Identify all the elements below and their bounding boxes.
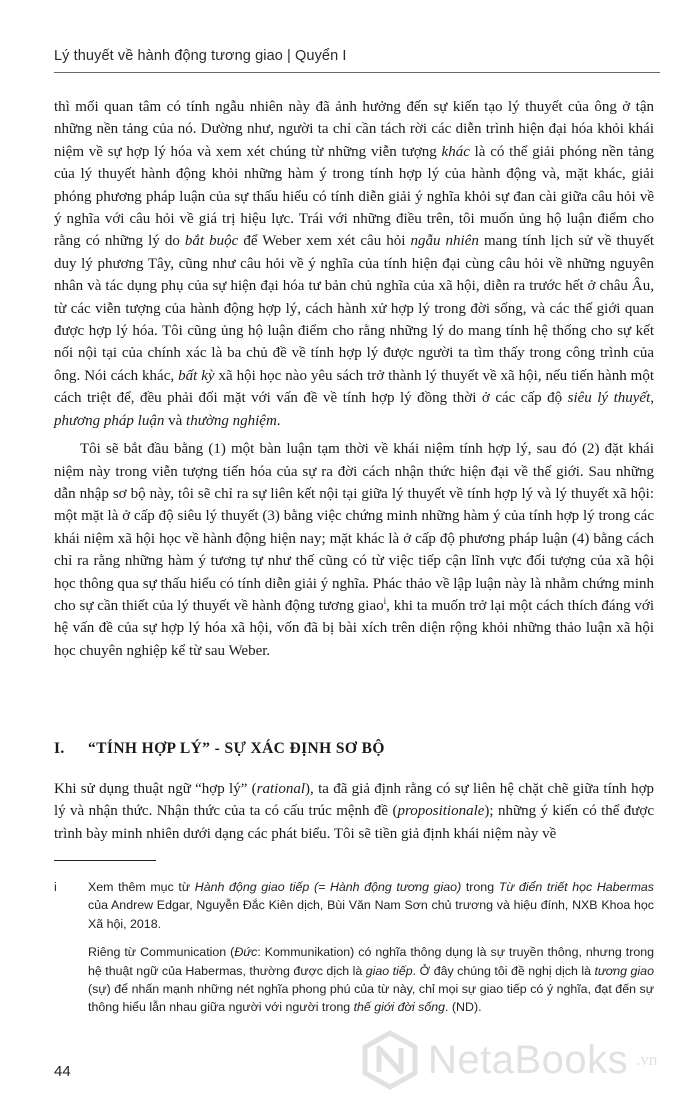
- footnote-content: [88, 878, 654, 1017]
- text-run: ); những ý kiến có thể được trình bày minh nhiên dưới dạng các phát biểu. Tôi sẽ tiền giả định khái niệm này về: [54, 803, 654, 842]
- text-run: bất kỳ: [178, 367, 215, 384]
- section-number: I.: [54, 740, 65, 757]
- text-run: xã hội học nào yêu sách trở thành lý thuyết về xã hội, nếu tiến hành một cách triệt để, đều phải đối mặt với vấn đề về tính hợp lý đồng thời ở các cấp độ: [54, 367, 654, 407]
- netabooks-watermark: [360, 1024, 690, 1096]
- text-run: Đức: [234, 945, 258, 960]
- paragraph-2: [54, 438, 654, 662]
- paragraph-1: [54, 96, 654, 432]
- text-run: .: [276, 412, 281, 429]
- watermark-suffix: .vn: [636, 1050, 658, 1069]
- text-run: Từ điển triết học Habermas: [498, 880, 654, 894]
- text-run: , khi ta muốn trở lại một cách thích đáng với hệ vấn đề của sự hợp lý hóa xã hội, vốn đã bị bài xích trên diện rộng khỏi những thảo luận xã hội học chuyên nghiệp kể từ sau Weber.: [54, 597, 654, 659]
- footnote: [54, 878, 654, 1017]
- text-run: trong: [461, 880, 499, 894]
- text-run: mang tính lịch sử về thuyết duy lý phương Tây, cũng như câu hỏi về ý nghĩa của tính hiện đại cùng câu hỏi về những nguyên nhân và tác dụng phụ của sự hiện đại hóa tư bản chủ nghĩa của xã hội, diễn ra trước hết ở châu Âu, từ các viễn tượng của hành động hợp lý, cách hành xử hợp lý trong đời sống, và các thế giới quan được hợp lý hóa. Tôi cũng ủng hộ luận điểm cho rằng những lý do mang tính hệ thống cho sự kết nối nội tại của chính xác là ba chủ đề về tính hợp lý được người ta tìm thấy trong công trình của ông. Nói cách khác,: [54, 233, 655, 384]
- text-run: ), ta đã giả định rằng có sự liên hệ chặt chẽ giữa tính hợp lý và nhận thức. Nhận thức của ta có cấu trúc mệnh đề (: [54, 781, 655, 820]
- text-run: propositionale: [397, 803, 485, 820]
- text-run: giao tiếp: [365, 963, 413, 978]
- text-run: và: [164, 412, 187, 429]
- footnote-paragraph-1: [88, 878, 654, 933]
- text-run: thì mối quan tâm có tính ngẫu nhiên này đã ảnh hưởng đến sự kiến tạo lý thuyết của ông ở tận những nền tảng của nó. Dường như, người ta chỉ cần tách rời các diễn trình hiện đại hóa khỏi khái niệm về sự hợp lý hóa và xem xét chúng từ những viễn tượng: [54, 99, 654, 160]
- section-heading: [54, 740, 385, 758]
- text-run: . (ND).: [445, 1000, 482, 1015]
- watermark-brand: NetaBooks: [428, 1037, 629, 1082]
- text-run: Tôi sẽ bắt đầu bằng (1) một bàn luận tạm thời về khái niệm tính hợp lý, sau đó (2) đặt khái niệm này trong viễn tượng tiến hóa của sự ra đời cách nhận thức hiện đại về thế giới. Sau những dẫn nhập sơ bộ này, tôi sẽ chỉ ra sự liên kết nội tại giữa lý thuyết về tính hợp lý và lý thuyết xã hội: một mặt là ở cấp độ siêu lý thuyết (3) bằng việc chứng minh những hàm ý của tính hợp lý trong các khái niệm xã hội học về hành động hiện nay; mặt khác là ở cấp độ phương pháp luận (4) bằng cách chỉ ra rằng những hàm ý tương tự như thế cũng có từ việc tiếp cận lĩnh vực đối tượng của xã hội học thông qua sự thấu hiểu có tính diễn giải ý nghĩa. Phác thảo về lập luận này là nhằm chứng minh cho sự cần thiết của lý thuyết về hành động tương giao: [54, 441, 654, 614]
- text-run: là có thể giải phóng nền tảng của lý thuyết hành động khỏi những hàm ý trong tính hợp lý của hành động và, mặt khác, giải phóng phương pháp luận của sự thấu hiểu có tính diễn giải ý nghĩa khỏi sự đan cài giữa câu hỏi về ý nghĩa với câu hỏi về giá trị hiệu lực. Trái với những điều trên, tôi muốn ủng hộ luận điểm cho rằng có những lý do: [54, 143, 654, 250]
- footnote-reference: i: [383, 595, 387, 606]
- text-run: . Ở đây chúng tôi đề nghị dịch là: [412, 963, 595, 978]
- text-run: (sự) để nhấn mạnh những nét nghĩa phong phú của từ này, chỉ mọi sự giao tiếp có ý nghĩa, đạt đến sự thông hiểu lẫn nhau giữa người với người trong: [88, 982, 654, 1015]
- text-run: ,: [650, 390, 654, 407]
- main-text: [54, 96, 654, 662]
- text-run: siêu lý thuyết: [567, 390, 651, 407]
- text-run: rational: [256, 781, 306, 797]
- text-run: Hành động giao tiếp (= Hành động tương giao): [194, 880, 462, 894]
- footnote-paragraph-2: [88, 943, 654, 1017]
- text-run: bắt buộc: [184, 233, 239, 250]
- footnote-divider: [54, 860, 156, 861]
- text-run: khác: [441, 143, 470, 160]
- text-run: Riêng từ Communication (: [88, 945, 235, 960]
- header-divider: [54, 72, 660, 73]
- text-run: Xem thêm mục từ: [88, 880, 195, 894]
- section-title: “TÍNH HỢP LÝ” - SỰ XÁC ĐỊNH SƠ BỘ: [88, 740, 385, 757]
- text-run: tương giao: [594, 963, 654, 978]
- text-run: để Weber xem xét câu hỏi: [238, 233, 411, 250]
- text-run: phương pháp luận: [54, 412, 165, 429]
- text-run: thường nghiệm: [186, 412, 277, 429]
- footnote-mark: i: [54, 880, 57, 894]
- text-run: Khi sử dụng thuật ngữ “hợp lý” (: [54, 781, 257, 797]
- section-text: [54, 778, 654, 845]
- netabooks-logo-icon: [360, 1030, 420, 1090]
- running-header: Lý thuyết về hành động tương giao | Quyển I: [54, 48, 347, 64]
- text-run: của Andrew Edgar, Nguyễn Đắc Kiên dịch, Bùi Văn Nam Sơn chủ trương và hiệu đính, NXB Khoa học Xã hội, 2018.: [88, 898, 654, 931]
- text-run: thế giới đời sống: [353, 1000, 446, 1015]
- text-run: : Kommunikation) có nghĩa thông dụng là sự truyền thông, nhưng trong hệ thuật ngữ của Habermas, thường được dịch là: [88, 945, 654, 978]
- text-run: ngẫu nhiên: [410, 233, 479, 250]
- section-paragraph-1: [54, 778, 654, 845]
- page-number: 44: [54, 1063, 71, 1080]
